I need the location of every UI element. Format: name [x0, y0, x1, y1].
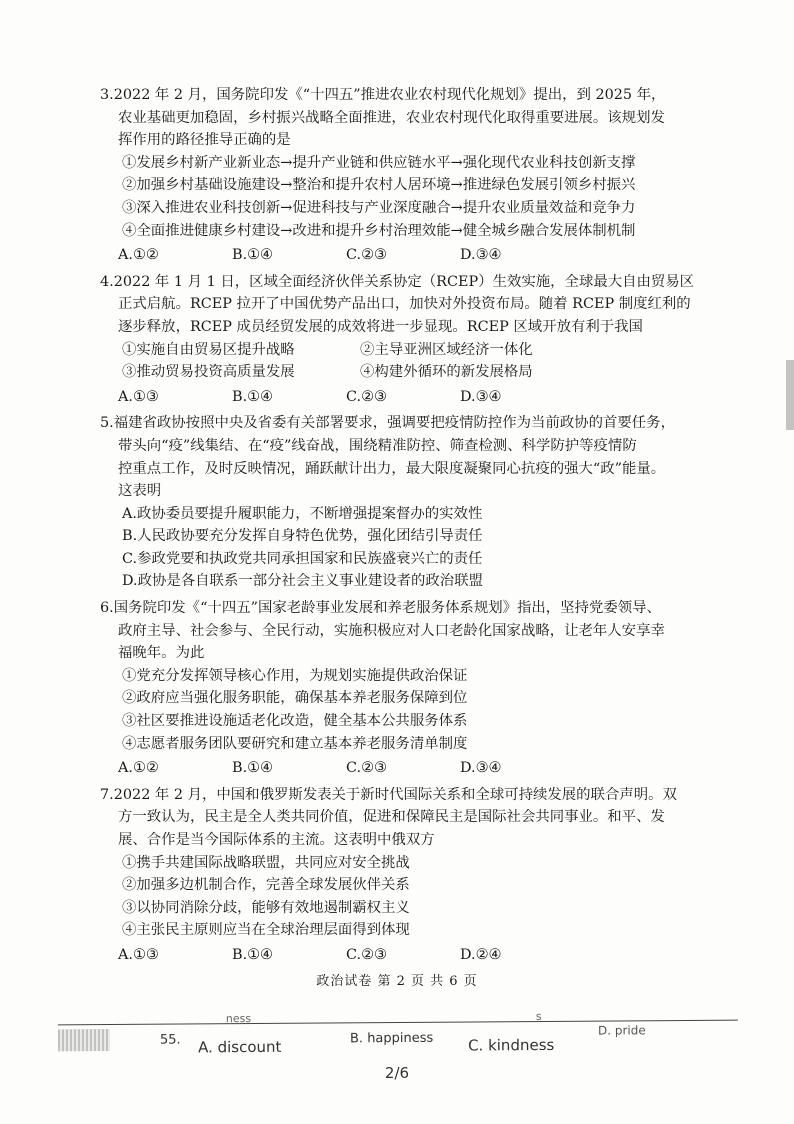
- option-c: C.②③: [346, 247, 387, 264]
- scanned-strip: [58, 1009, 738, 1062]
- statement-item: ③社区要推进设施适老化改造，健全基本公共服务体系: [122, 713, 468, 730]
- statement-item: ①实施自由贸易区提升战略: [122, 341, 295, 358]
- question-stem-line: 带头向“疫”线集结、在“疫”线奋战，围绕精准防控、筛查检测、科学防护等疫情防: [118, 437, 637, 454]
- question-stem-line: 展、合作是当今国际体系的主流。这表明中俄双方: [118, 832, 435, 848]
- option-b: B.①④: [232, 247, 273, 264]
- answer-options: [118, 244, 730, 267]
- question-stem-line: 3.2022 年 2 月，国务院印发《“十四五”推进农业农村现代化规划》提出，到 2025 年，: [100, 87, 666, 103]
- statement-item: ④主张民主原则应当在全球治理层面得到体现: [122, 922, 410, 939]
- statement-item: ④志愿者服务团队要研究和建立基本养老服务清单制度: [122, 735, 468, 752]
- answer-options: [118, 757, 730, 780]
- question-7: [100, 784, 730, 967]
- statement-item: ②主导亚洲区域经济一体化: [360, 341, 533, 358]
- strip-fragment: ness: [225, 1012, 252, 1026]
- page-indicator: 2/6: [384, 1064, 410, 1082]
- option-c: C.②③: [346, 760, 387, 777]
- question-stem-line: 7.2022 年 2 月，中国和俄罗斯发表关于新时代国际关系和全球可持续发展的联合声明。双: [100, 786, 677, 803]
- question-stem-line: 5.福建省政协按照中央及省委有关部署要求，强调要把疫情防控作为当前政协的首要任务，: [100, 415, 675, 432]
- option-c: C.②③: [346, 388, 387, 405]
- option-a: A.①②: [118, 247, 159, 264]
- answer-options: [118, 944, 730, 967]
- page-footer: 政治试卷 第 2 页 共 6 页: [316, 974, 478, 989]
- statement-item: ④构建外循环的新发展格局: [360, 364, 533, 381]
- strip-option-b: B. happiness: [349, 1030, 434, 1047]
- question-stem-line: 挥作用的路径推导正确的是: [118, 132, 291, 149]
- option-b: B.①④: [232, 760, 273, 777]
- option-b: B.①④: [232, 388, 273, 405]
- question-stem-line: 逐步释放，RCEP 成员经贸发展的成效将进一步显现。RCEP 区域开放有利于我国: [118, 318, 643, 335]
- statement-item: ①携手共建国际战略联盟，共同应对安全挑战: [122, 854, 410, 871]
- strip-option-a: A. discount: [197, 1037, 282, 1057]
- strip-option-c: C. kindness: [467, 1035, 555, 1055]
- statement-item: ②政府应当强化服务职能，确保基本养老服务保障到位: [122, 690, 468, 707]
- statement-item: ③推动贸易投资高质量发展: [122, 364, 295, 381]
- question-stem-line: 方一致认为，民主是全人类共同价值，促进和保障民主是国际社会共同事业。和平、发: [118, 809, 665, 826]
- strip-option-d: D. pride: [597, 1023, 646, 1038]
- statement-item: ③深入推进农业科技创新→促进科技与产业深度融合→提升农业质量效益和竞争力: [122, 199, 636, 216]
- option-a: A.①③: [118, 946, 159, 963]
- answer-options: [118, 386, 730, 409]
- question-stem-line: 这表明: [118, 483, 162, 500]
- option-a: A.政协委员要提升履职能力，不断增强提案督办的实效性: [122, 505, 483, 522]
- scan-edge-mark: [786, 360, 794, 430]
- exam-content: [100, 84, 730, 971]
- question-stem-line: 正式启航。RCEP 拉开了中国优势产品出口，加快对外投资布局。随着 RCEP 制度红利的: [118, 296, 691, 313]
- statement-item: ④全面推进健康乡村建设→改进和提升乡村治理效能→健全城乡融合发展体制机制: [122, 222, 636, 239]
- statement-item: ②加强乡村基础设施建设→整治和提升农村人居环境→推进绿色发展引领乡村振兴: [122, 177, 636, 194]
- option-c: C.参政党要和执政党共同承担国家和民族盛衰兴亡的责任: [122, 550, 483, 567]
- question-4: [100, 271, 730, 409]
- statement-item: ①党充分发挥领导核心作用，为规划实施提供政治保证: [122, 667, 468, 684]
- statement-item: ②加强多边机制合作，完善全球发展伙伴关系: [122, 877, 410, 894]
- option-b: B.人民政协要充分发挥自身特色优势，强化团结引导责任: [122, 528, 483, 545]
- strip-number: 55.: [159, 1032, 181, 1048]
- option-a: A.①②: [118, 760, 159, 777]
- option-d: D.②④: [460, 946, 502, 963]
- option-c: C.②③: [346, 946, 387, 963]
- option-d: D.政协是各自联系一部分社会主义事业建设者的政治联盟: [122, 573, 483, 590]
- question-stem-line: 福晚年。为此: [118, 645, 205, 662]
- option-d: D.③④: [460, 388, 502, 405]
- scan-smudge: [58, 1029, 110, 1051]
- option-d: D.③④: [460, 760, 502, 777]
- option-d: D.③④: [460, 247, 502, 264]
- option-b: B.①④: [232, 946, 273, 963]
- question-stem-line: 政府主导、社会参与、全民行动，实施积极应对人口老龄化国家战略，让老年人安享幸: [118, 622, 665, 639]
- question-3: [100, 84, 730, 267]
- question-6: [100, 597, 730, 780]
- question-stem-line: 农业基础更加稳固，乡村振兴战略全面推进，农业农村现代化取得重要进展。该规划发: [118, 109, 665, 126]
- statement-grid: [118, 339, 730, 384]
- question-stem-line: 6.国务院印发《“十四五”国家老龄事业发展和养老服务体系规划》指出，坚持党委领导、: [100, 600, 661, 617]
- question-stem-line: 控重点工作，及时反映情况，踊跃献计出力，最大限度凝聚同心抗疫的强大“政”能量。: [118, 460, 666, 477]
- statement-item: ③以协同消除分歧，能够有效地遏制霸权主义: [122, 899, 410, 916]
- option-a: A.①③: [118, 388, 159, 405]
- statement-item: ①发展乡村新产业新业态→提升产业链和供应链水平→强化现代农业科技创新支撑: [122, 154, 636, 171]
- question-stem-line: 4.2022 年 1 月 1 日，区域全面经济伙伴关系协定（RCEP）生效实施，全球最大自由贸易区: [100, 273, 695, 290]
- strip-fragment: s: [535, 1009, 542, 1024]
- question-5: [100, 412, 730, 593]
